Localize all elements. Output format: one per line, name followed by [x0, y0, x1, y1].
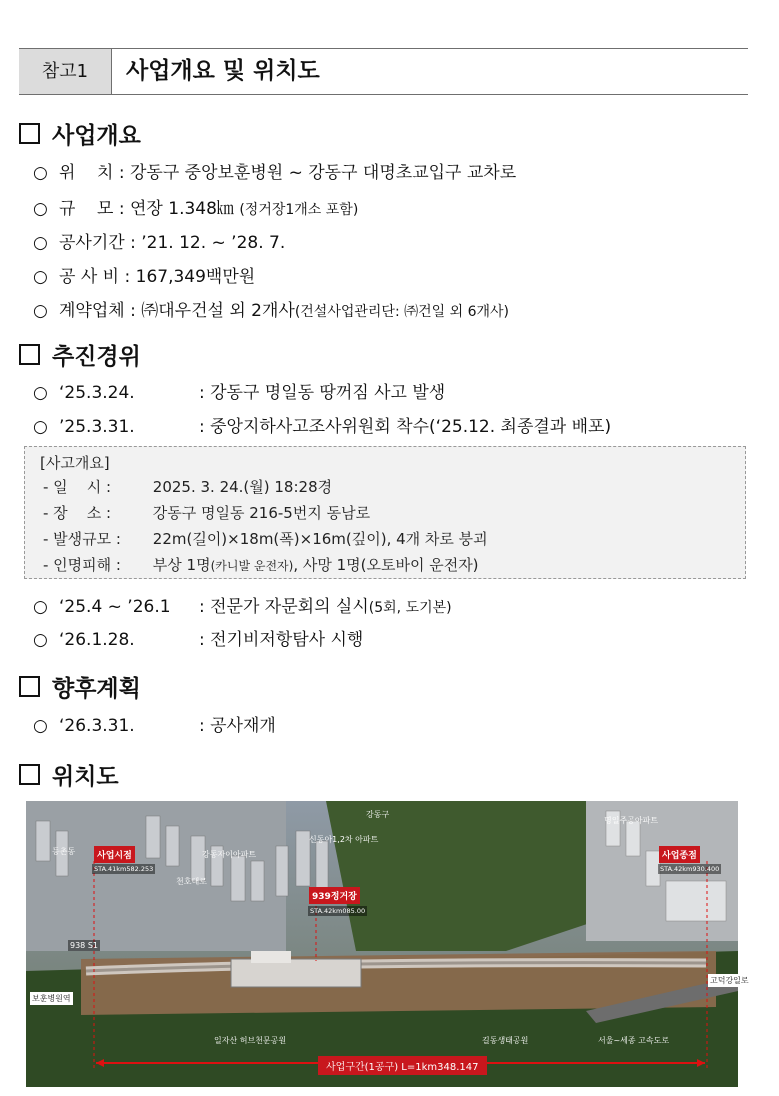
section-overview	[19, 117, 141, 150]
page-title: 사업개요 및 위치도	[126, 58, 320, 84]
section-location-title: 위치도	[52, 764, 119, 790]
accident-label: - 일 시 :	[43, 478, 112, 496]
end-point-tag: 사업종점	[659, 846, 700, 863]
accident-tail: , 사망 1명(오토바이 운전자)	[293, 556, 479, 574]
progress-text: : 중앙지하사고조사위원회 착수	[199, 417, 430, 437]
accident-row	[43, 554, 479, 575]
section-plan	[19, 670, 141, 703]
overview-location	[33, 158, 516, 183]
progress-note: (‘25.12. 최종결과 배포)	[429, 417, 612, 437]
bullet-icon: ○	[33, 417, 48, 437]
bullet-icon: ○	[33, 716, 48, 736]
overview-note: (정거장1개소 포함)	[239, 202, 359, 218]
appendix-header	[19, 48, 748, 95]
end-sta-label: STA.42km930.400	[660, 865, 720, 873]
accident-value: 강동구 명일동 216-5번지 동남로	[152, 504, 371, 522]
section-progress-title: 추진경위	[52, 344, 141, 370]
map-label: 길동생태공원	[482, 1036, 529, 1045]
overview-contractor	[33, 296, 509, 321]
intersection-label: 고덕강일로	[710, 976, 749, 985]
section-overview-title: 사업개요	[52, 123, 141, 149]
accident-value: 2025. 3. 24.(월) 18:28경	[152, 478, 333, 496]
accident-label: - 인명피해 :	[43, 556, 121, 574]
accident-title: [사고개요]	[40, 454, 110, 472]
map-label: 일자산 허브천문공원	[214, 1036, 287, 1045]
overview-label: 공 사 비 :	[59, 267, 131, 287]
overview-value: 167,349백만원	[135, 267, 256, 287]
hospital-station-label: 보훈병원역	[32, 994, 71, 1003]
progress-item	[33, 378, 445, 403]
overview-cost	[33, 262, 255, 287]
appendix-tag: 참고1	[19, 49, 112, 94]
progress-date: ‘26.1.28.	[59, 630, 135, 650]
station-tag: 939정거장	[309, 887, 360, 904]
plan-text: : 공사재개	[199, 716, 276, 736]
overview-value: ㈜대우건설 외 2개사	[141, 301, 295, 321]
plan-item	[33, 711, 276, 736]
accident-summary-box	[24, 446, 746, 579]
overview-label: 공사기간 :	[59, 233, 136, 253]
accident-value: 부상 1명	[152, 556, 211, 574]
checkbox-icon	[19, 676, 40, 697]
s938-label: 938 S1	[70, 941, 98, 950]
section-progress	[19, 338, 141, 371]
accident-label: - 발생규모 :	[43, 530, 121, 548]
bullet-icon: ○	[33, 267, 48, 287]
progress-date: ‘25.3.24.	[59, 383, 135, 403]
accident-label: - 장 소 :	[43, 504, 112, 522]
accident-note: (카니발 운전자)	[210, 559, 294, 573]
overview-scale	[33, 194, 358, 219]
bullet-icon: ○	[33, 199, 48, 219]
progress-text: : 강동구 명일동 땅꺼짐 사고 발생	[199, 383, 446, 403]
accident-row	[43, 528, 488, 549]
accident-value: 22m(길이)×18m(폭)×16m(깊이), 4개 차로 붕괴	[152, 530, 488, 548]
accident-row	[43, 476, 332, 497]
overview-label: 위 치 :	[59, 163, 125, 183]
bullet-icon: ○	[33, 597, 48, 617]
overview-note: (건설사업관리단: ㈜건일 외 6개사)	[294, 304, 509, 320]
start-sta-label: STA.41km582.253	[94, 865, 154, 873]
overview-value: 강동구 중앙보훈병원 ~ 강동구 대명초교입구 교차로	[130, 163, 517, 183]
progress-item	[33, 592, 452, 617]
map-label: 강동구	[366, 810, 390, 819]
progress-text: : 전기비저항탐사 시행	[199, 630, 364, 650]
progress-item	[33, 412, 611, 437]
checkbox-icon	[19, 764, 40, 785]
bullet-icon: ○	[33, 630, 48, 650]
start-point-tag: 사업시점	[94, 846, 135, 863]
checkbox-icon	[19, 344, 40, 365]
map-label: 신동아1,2차 아파트	[309, 835, 379, 844]
station-sta-label: STA.42km085.00	[310, 907, 366, 915]
checkbox-icon	[19, 123, 40, 144]
map-label: 천호대로	[176, 877, 207, 886]
overview-label: 규 모 :	[59, 199, 125, 219]
map-label: 서울~세종 고속도로	[598, 1036, 670, 1045]
section-plan-title: 향후계획	[52, 676, 141, 702]
overview-label: 계약업체 :	[59, 301, 136, 321]
progress-date: ’25.3.31.	[59, 417, 135, 437]
bullet-icon: ○	[33, 233, 48, 253]
overview-period	[33, 228, 285, 253]
progress-note: (5회, 도기본)	[368, 600, 452, 616]
section-location	[19, 758, 119, 791]
location-map	[26, 801, 749, 1087]
progress-item	[33, 625, 363, 650]
map-label: 명일주공아파트	[604, 816, 659, 825]
bullet-icon: ○	[33, 383, 48, 403]
progress-date: ‘25.4 ~ ’26.1	[59, 597, 171, 617]
bullet-icon: ○	[33, 301, 48, 321]
accident-row	[43, 502, 370, 523]
project-span-label: 사업구간(1공구) L=1km348.147	[318, 1056, 487, 1075]
overview-value: ’21. 12. ~ ’28. 7.	[141, 233, 286, 253]
overview-value: 연장 1.348㎞	[130, 199, 240, 219]
map-label: 등촌동	[52, 847, 76, 856]
bullet-icon: ○	[33, 163, 48, 183]
plan-date: ‘26.3.31.	[59, 716, 135, 736]
progress-text: : 전문가 자문회의 실시	[199, 597, 369, 617]
map-label: 강동자이아파트	[202, 850, 257, 859]
